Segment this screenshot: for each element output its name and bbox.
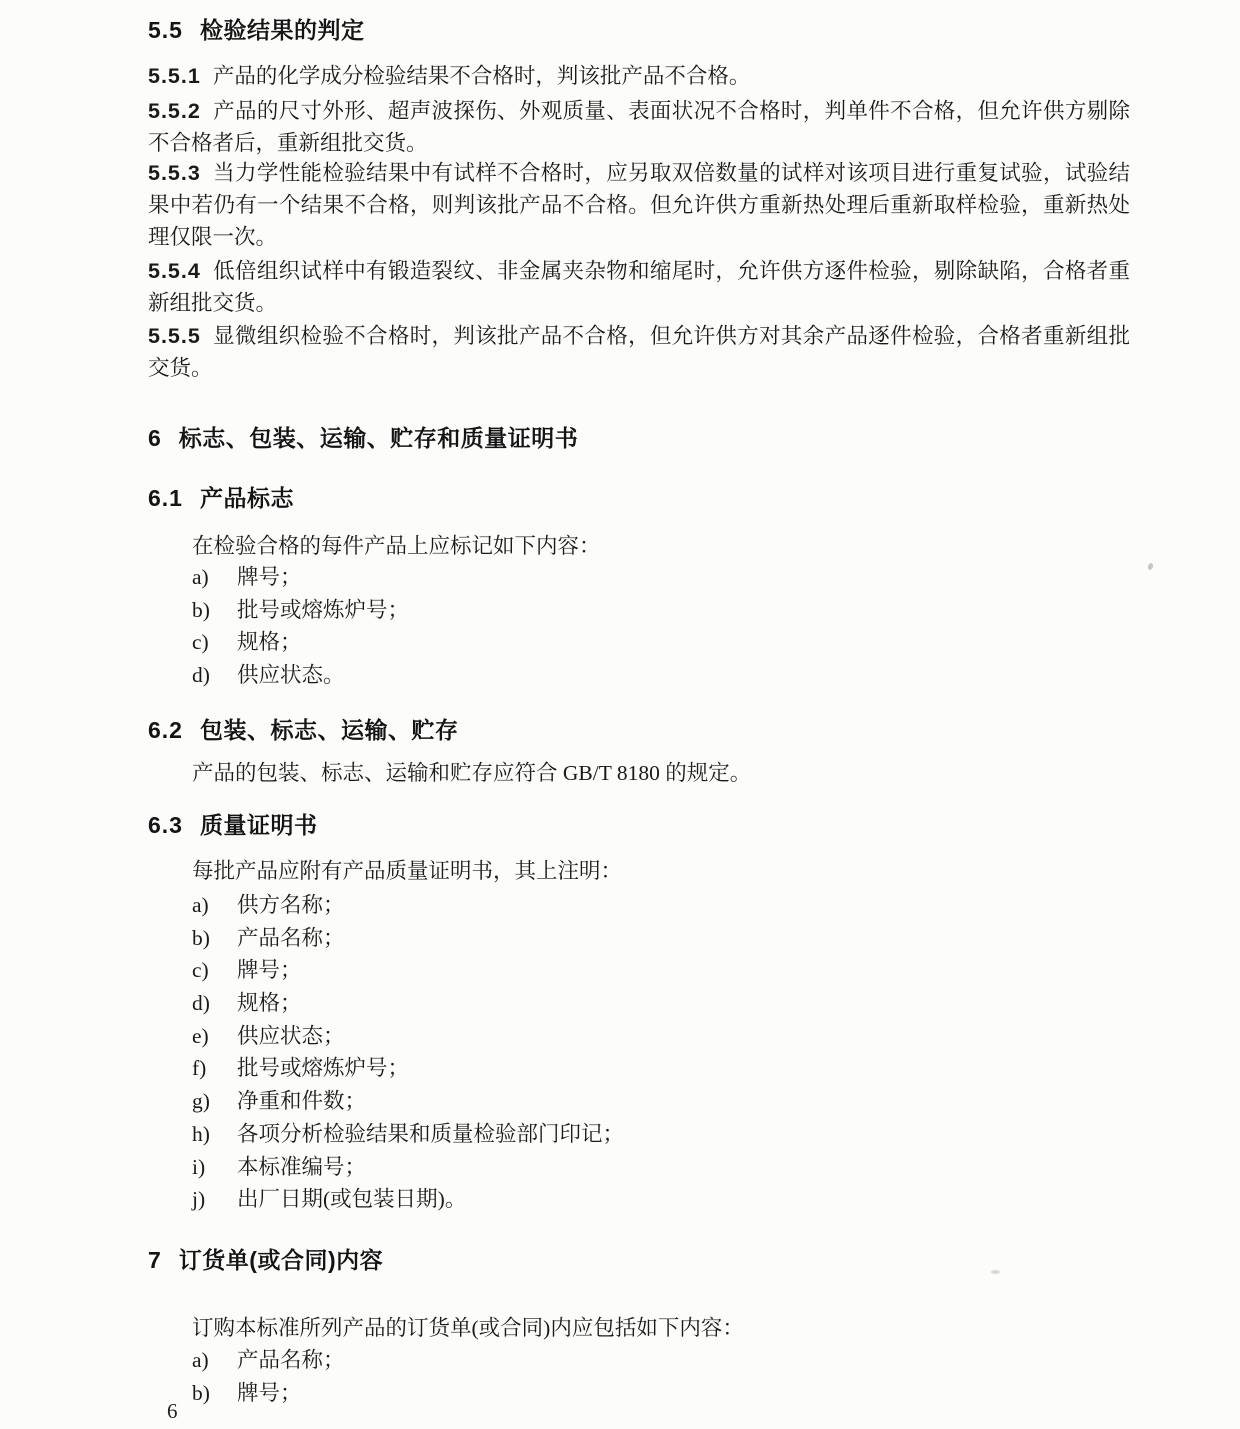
- list-item-label: a): [192, 893, 209, 917]
- scan-speck: [991, 1270, 1000, 1274]
- list-item-text: 批号或熔炼炉号；: [237, 597, 410, 622]
- section-title: 产品标志: [199, 485, 294, 511]
- clause-text: 产品的尺寸外形、超声波探伤、外观质量、表面状况不合格时，判单件不合格，但允许供方剔除不合格者后，重新组批交货。: [148, 99, 1130, 155]
- section-heading-6-1: [148, 480, 294, 513]
- list-item-text: 牌号；: [237, 958, 302, 983]
- section-title: 包装、标志、运输、贮存: [199, 717, 459, 743]
- clause-number: 5.5.3: [148, 161, 201, 185]
- section-number: 6.2: [148, 717, 183, 743]
- clause-text: 显微组织检验不合格时，判该批产品不合格，但允许供方对其余产品逐件检验，合格者重新组批交货。: [148, 324, 1130, 380]
- section-title: 检验结果的判定: [199, 17, 365, 43]
- section-number: 6.1: [148, 485, 183, 511]
- list-6-3: [192, 889, 624, 1216]
- list-item: [192, 1020, 624, 1053]
- clause-text: 低倍组织试样中有锻造裂纹、非金属夹杂物和缩尾时，允许供方逐件检验，剔除缺陷，合格者重新组批交货。: [148, 259, 1130, 315]
- list-item: [192, 1151, 624, 1184]
- list-item: [192, 561, 409, 594]
- section-heading-6-2: [148, 712, 458, 745]
- list-item-text: 牌号；: [237, 1380, 302, 1405]
- section-number: 7: [148, 1247, 162, 1273]
- list-item: [192, 659, 409, 692]
- clause-text: 产品的化学成分检验结果不合格时，判该批产品不合格。: [212, 64, 751, 88]
- list-item: [192, 1052, 624, 1085]
- list-item-text: 规格；: [237, 991, 302, 1016]
- list-item-text: 供方名称；: [237, 893, 345, 917]
- paragraph-6-3-intro: 每批产品应附有产品质量证明书，其上注明：: [192, 859, 623, 883]
- section-number: 6: [148, 425, 162, 451]
- clause-number: 5.5.5: [148, 324, 201, 348]
- clause-5-5-4: [148, 255, 1130, 319]
- list-item-label: i): [192, 1154, 206, 1179]
- list-item-label: c): [192, 958, 209, 983]
- list-item: [192, 1344, 345, 1377]
- list-item-text: 批号或熔炼炉号；: [237, 1056, 410, 1081]
- paragraph-7-intro: 订购本标准所列产品的订货单(或合同)内应包括如下内容：: [192, 1316, 744, 1340]
- section-heading-5-5: [148, 12, 364, 45]
- list-6-1: [192, 561, 409, 692]
- section-heading-7: [148, 1242, 383, 1275]
- list-item: [192, 1183, 624, 1216]
- list-item-label: g): [192, 1089, 210, 1114]
- clause-number: 5.5.1: [148, 64, 201, 88]
- list-item-text: 各项分析检验结果和质量检验部门印记；: [237, 1121, 625, 1146]
- section-title: 质量证明书: [199, 812, 318, 838]
- clause-5-5-5: [148, 320, 1130, 384]
- list-item-text: 牌号；: [237, 565, 302, 589]
- paragraph-6-2-body: 产品的包装、标志、运输和贮存应符合 GB/T 8180 的规定。: [192, 761, 752, 785]
- list-item: [192, 1118, 624, 1151]
- list-item-text: 规格；: [237, 630, 302, 655]
- list-item-text: 出厂日期(或包装日期)。: [237, 1187, 467, 1212]
- list-item-label: h): [192, 1121, 210, 1146]
- paragraph-6-1-intro: 在检验合格的每件产品上应标记如下内容：: [192, 534, 601, 558]
- list-item-text: 产品名称；: [237, 925, 345, 950]
- list-item-text: 本标准编号；: [237, 1154, 367, 1179]
- list-7: [192, 1344, 345, 1409]
- clause-5-5-2: [148, 95, 1130, 159]
- section-heading-6-3: [148, 807, 317, 840]
- section-title: 订货单(或合同)内容: [178, 1247, 384, 1273]
- list-item-text: 产品名称；: [237, 1348, 345, 1372]
- list-item-label: a): [192, 565, 209, 589]
- clause-number: 5.5.4: [148, 259, 201, 283]
- list-item: [192, 889, 624, 922]
- section-title: 标志、包装、运输、贮存和质量证明书: [178, 425, 579, 451]
- list-item: [192, 626, 409, 659]
- list-item-text: 供应状态；: [237, 1023, 345, 1048]
- list-item-text: 净重和件数；: [237, 1089, 367, 1114]
- clause-number: 5.5.2: [148, 99, 201, 123]
- section-heading-6: [148, 420, 578, 453]
- section-number: 5.5: [148, 17, 183, 43]
- clause-5-5-1: [148, 60, 1130, 92]
- list-item-label: f): [192, 1056, 207, 1081]
- list-item: [192, 594, 409, 627]
- list-item: [192, 1085, 624, 1118]
- list-item-label: j): [192, 1187, 206, 1212]
- page-number: 6: [167, 1399, 178, 1423]
- list-item: [192, 1377, 345, 1410]
- clause-text: 当力学性能检验结果中有试样不合格时，应另取双倍数量的试样对该项目进行重复试验，试验结果中若仍有一个结果不合格，则判该批产品不合格。但允许供方重新热处理后重新取样检验，重新热处理仅限一次。: [148, 161, 1130, 249]
- scan-speck: [1147, 562, 1154, 570]
- list-item: [192, 987, 624, 1020]
- list-item-text: 供应状态。: [237, 663, 345, 688]
- list-item-label: b): [192, 925, 210, 950]
- list-item-label: a): [192, 1348, 209, 1372]
- list-item: [192, 922, 624, 955]
- list-item-label: d): [192, 991, 210, 1016]
- list-item: [192, 954, 624, 987]
- list-item-label: b): [192, 597, 210, 622]
- clause-5-5-3: [148, 157, 1130, 253]
- list-item-label: d): [192, 663, 210, 688]
- list-item-label: e): [192, 1023, 209, 1048]
- section-number: 6.3: [148, 812, 183, 838]
- list-item-label: b): [192, 1380, 210, 1405]
- list-item-label: c): [192, 630, 209, 655]
